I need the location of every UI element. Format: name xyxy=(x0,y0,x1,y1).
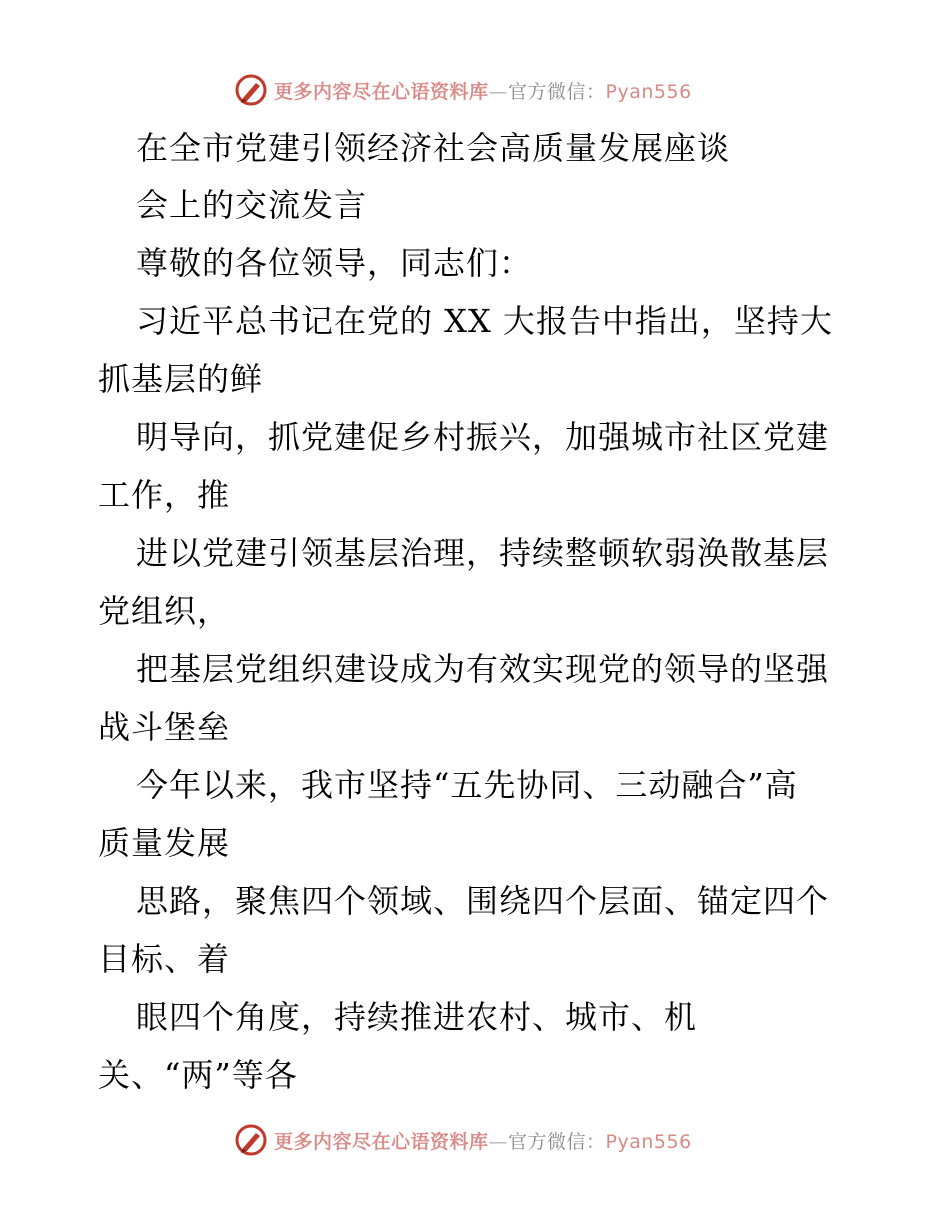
watermark-brand: 更多内容尽在心语资料库 xyxy=(274,80,489,103)
doc-paragraph-line: 明导向，抓党建促乡村振兴，加强城市社区党建 xyxy=(136,418,830,456)
red-pen-logo-icon xyxy=(234,1123,268,1157)
doc-salutation: 尊敬的各位领导，同志们： xyxy=(136,244,533,282)
doc-title-line-2: 会上的交流发言 xyxy=(136,186,368,224)
footer-watermark xyxy=(234,1120,692,1160)
watermark-wechat-id: Pyan556 xyxy=(605,1130,692,1153)
doc-paragraph-line: 工作，推 xyxy=(98,476,231,514)
doc-paragraph-line: 把基层党组织建设成为有效实现党的领导的坚强 xyxy=(136,650,830,688)
watermark-text xyxy=(274,77,692,104)
header-watermark xyxy=(234,70,692,110)
doc-paragraph-line: 今年以来，我市坚持“五先协同、三动融合”高 xyxy=(136,766,798,804)
watermark-text xyxy=(274,1127,692,1154)
doc-paragraph-line: 思路，聚焦四个领域、围绕四个层面、锚定四个 xyxy=(136,882,830,920)
watermark-dash: — xyxy=(488,1130,509,1153)
doc-paragraph-line: 抓基层的鲜 xyxy=(98,360,264,398)
watermark-wechat-id: Pyan556 xyxy=(605,80,692,103)
doc-paragraph-line: 进以党建引领基层治理，持续整顿软弱涣散基层 xyxy=(136,534,830,572)
doc-paragraph-line: 战斗堡垒 xyxy=(98,708,231,746)
doc-paragraph-line: 习近平总书记在党的 XX 大报告中指出，坚持大 xyxy=(136,302,833,340)
doc-paragraph-line: 关、“两”等各 xyxy=(98,1056,298,1094)
watermark-dash: — xyxy=(488,80,509,103)
doc-paragraph-line: 目标、着 xyxy=(98,940,231,978)
doc-paragraph-line: 党组织， xyxy=(98,592,231,630)
red-pen-logo-icon xyxy=(234,73,268,107)
doc-title-line-1: 在全市党建引领经济社会高质量发展座谈 xyxy=(136,129,731,167)
doc-paragraph-line: 质量发展 xyxy=(98,824,231,862)
watermark-official-label: 官方微信： xyxy=(508,80,606,103)
watermark-official-label: 官方微信： xyxy=(508,1130,606,1153)
doc-paragraph-line: 眼四个角度，持续推进农村、城市、机 xyxy=(136,998,698,1036)
watermark-brand: 更多内容尽在心语资料库 xyxy=(274,1130,489,1153)
